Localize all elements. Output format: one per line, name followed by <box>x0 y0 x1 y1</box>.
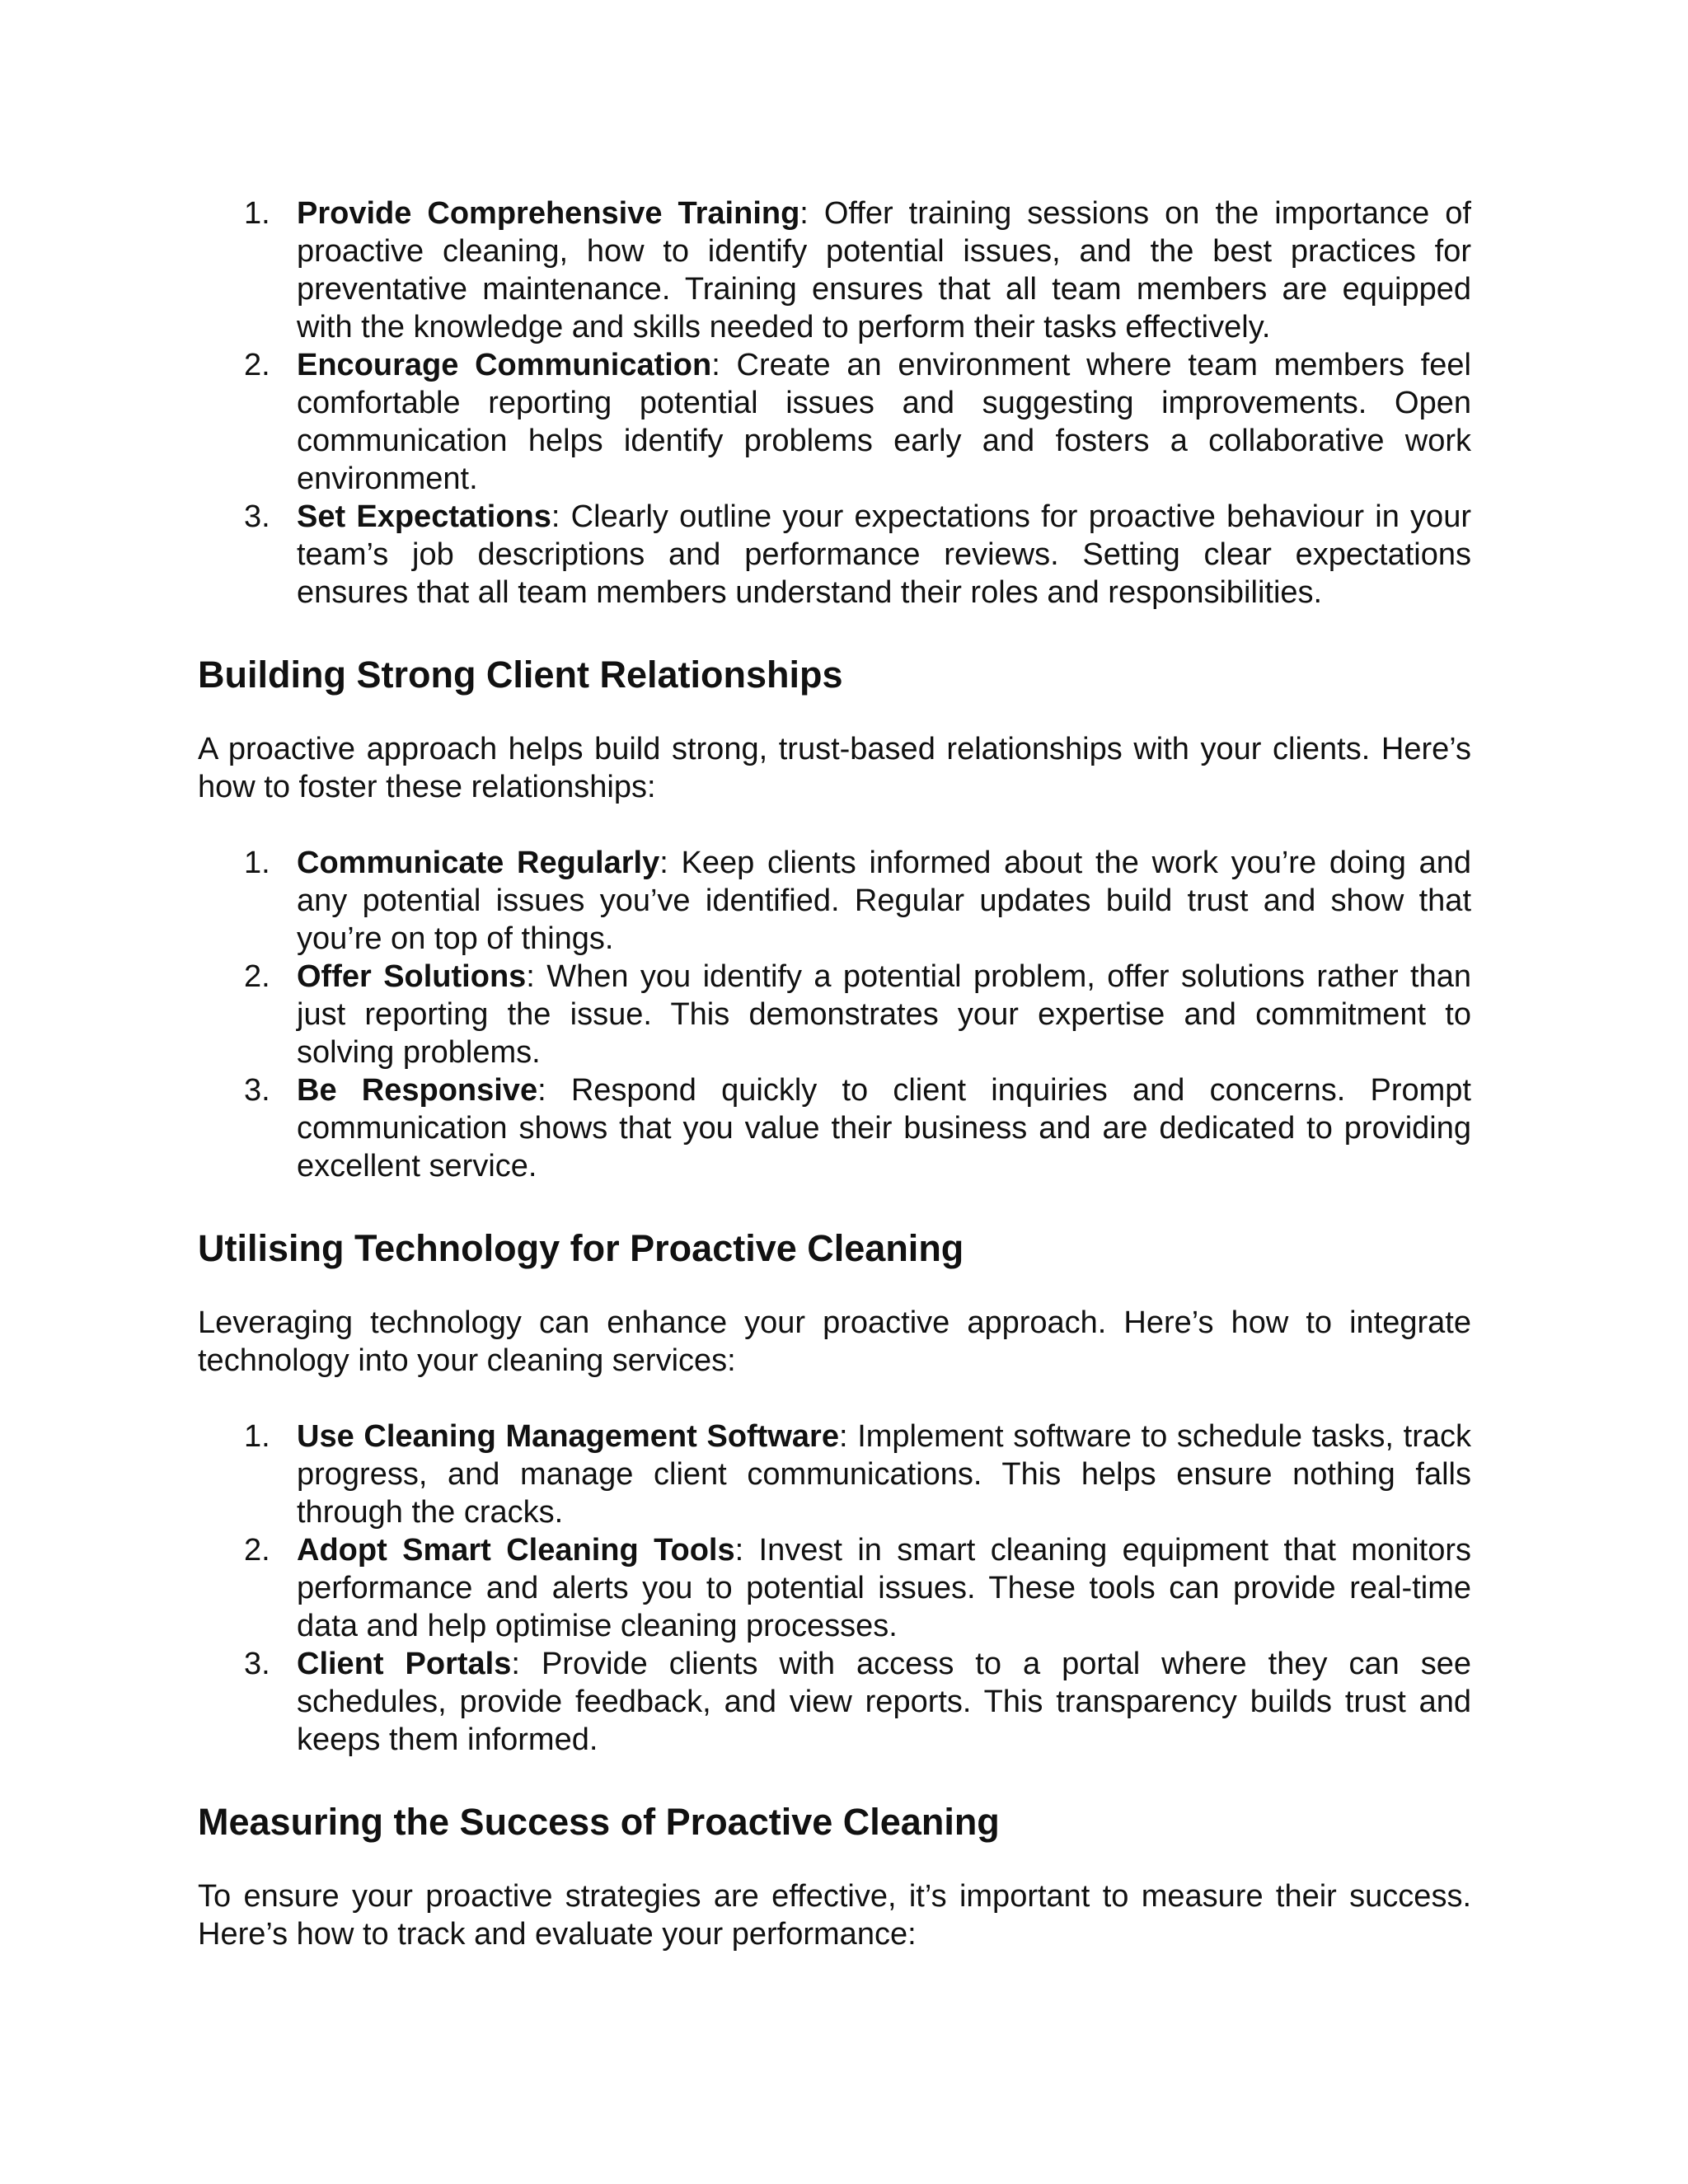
list-item-title: Client Portals <box>297 1647 512 1681</box>
section-heading-technology: Utilising Technology for Proactive Cleaning <box>198 1227 964 1269</box>
team-practices-list <box>198 194 1471 612</box>
list-item-number: 2. <box>244 348 270 382</box>
list-item <box>198 1071 1471 1185</box>
section-heading-measuring: Measuring the Success of Proactive Cleaning <box>198 1801 1000 1843</box>
list-item-text: : Invest in smart cleaning equipment that monitors performance and alerts you to potential issues. These tools can provide real-time data and help optimise cleaning processes. <box>297 1533 1471 1643</box>
document-page <box>198 194 1471 1953</box>
list-item-text: : When you identify a potential problem, offer solutions rather than just reporting the issue. This demonstrates your expertise and commitment to solving problems. <box>297 959 1471 1070</box>
list-item-title: Offer Solutions <box>297 959 527 994</box>
list-item-title: Use Cleaning Management Software <box>297 1419 839 1454</box>
list-item-text: : Implement software to schedule tasks, track progress, and manage client communications. This helps ensure nothing falls through the cracks. <box>297 1419 1471 1530</box>
list-item-title: Communicate Regularly <box>297 846 660 880</box>
section-intro-measuring: To ensure your proactive strategies are effective, it’s important to measure their success. Here’s how to track and evaluate your performance: <box>198 1879 1471 1952</box>
section-heading-relationships: Building Strong Client Relationships <box>198 654 843 696</box>
list-item-text: : Provide clients with access to a portal where they can see schedules, provide feedback, and view reports. This transparency builds trust and keeps them informed. <box>297 1647 1472 1757</box>
list-item-text: : Clearly outline your expectations for proactive behaviour in your team’s job descriptions and performance reviews. Setting clear expectations ensures that all team members understand their roles and responsibilities. <box>297 499 1471 610</box>
list-item-number: 3. <box>244 1073 270 1108</box>
list-item <box>198 1531 1471 1645</box>
list-item <box>198 346 1471 498</box>
list-item-text: : Create an environment where team members feel comfortable reporting potential issues and suggesting improvements. Open communication helps identify problems early and fosters a collaborative work environment. <box>297 348 1471 496</box>
list-item-title: Adopt Smart Cleaning Tools <box>297 1533 735 1568</box>
list-item <box>198 1418 1471 1531</box>
list-item-number: 3. <box>244 499 270 534</box>
list-item-number: 1. <box>244 196 270 231</box>
technology-list <box>198 1418 1471 1759</box>
list-item <box>198 958 1471 1071</box>
list-item-text: : Offer training sessions on the importance of proactive cleaning, how to identify potential issues, and the best practices for preventative maintenance. Training ensures that all team members are equipped with the knowledge and skills needed to perform their tasks effectively. <box>297 196 1471 344</box>
list-item-number: 2. <box>244 959 270 994</box>
list-item-title: Encourage Communication <box>297 348 712 382</box>
list-item-number: 1. <box>244 846 270 880</box>
list-item-title: Set Expectations <box>297 499 551 534</box>
list-item-title: Provide Comprehensive Training <box>297 196 800 231</box>
list-item <box>198 1645 1471 1759</box>
section-intro-relationships: A proactive approach helps build strong, trust-based relationships with your clients. Here’s how to foster these relationships: <box>198 732 1471 804</box>
list-item-text: : Keep clients informed about the work you’re doing and any potential issues you’ve identified. Regular updates build trust and show that you’re on top of things. <box>297 846 1472 956</box>
relationships-list <box>198 844 1471 1185</box>
list-item <box>198 844 1471 958</box>
list-item-number: 3. <box>244 1647 270 1681</box>
list-item <box>198 194 1471 346</box>
list-item-number: 2. <box>244 1533 270 1568</box>
list-item-number: 1. <box>244 1419 270 1454</box>
list-item <box>198 498 1471 612</box>
list-item-title: Be Responsive <box>297 1073 538 1108</box>
section-intro-technology: Leveraging technology can enhance your proactive approach. Here’s how to integrate technology into your cleaning services: <box>198 1305 1471 1378</box>
list-item-text: : Respond quickly to client inquiries and concerns. Prompt communication shows that you value their business and are dedicated to providing excellent service. <box>297 1073 1471 1183</box>
